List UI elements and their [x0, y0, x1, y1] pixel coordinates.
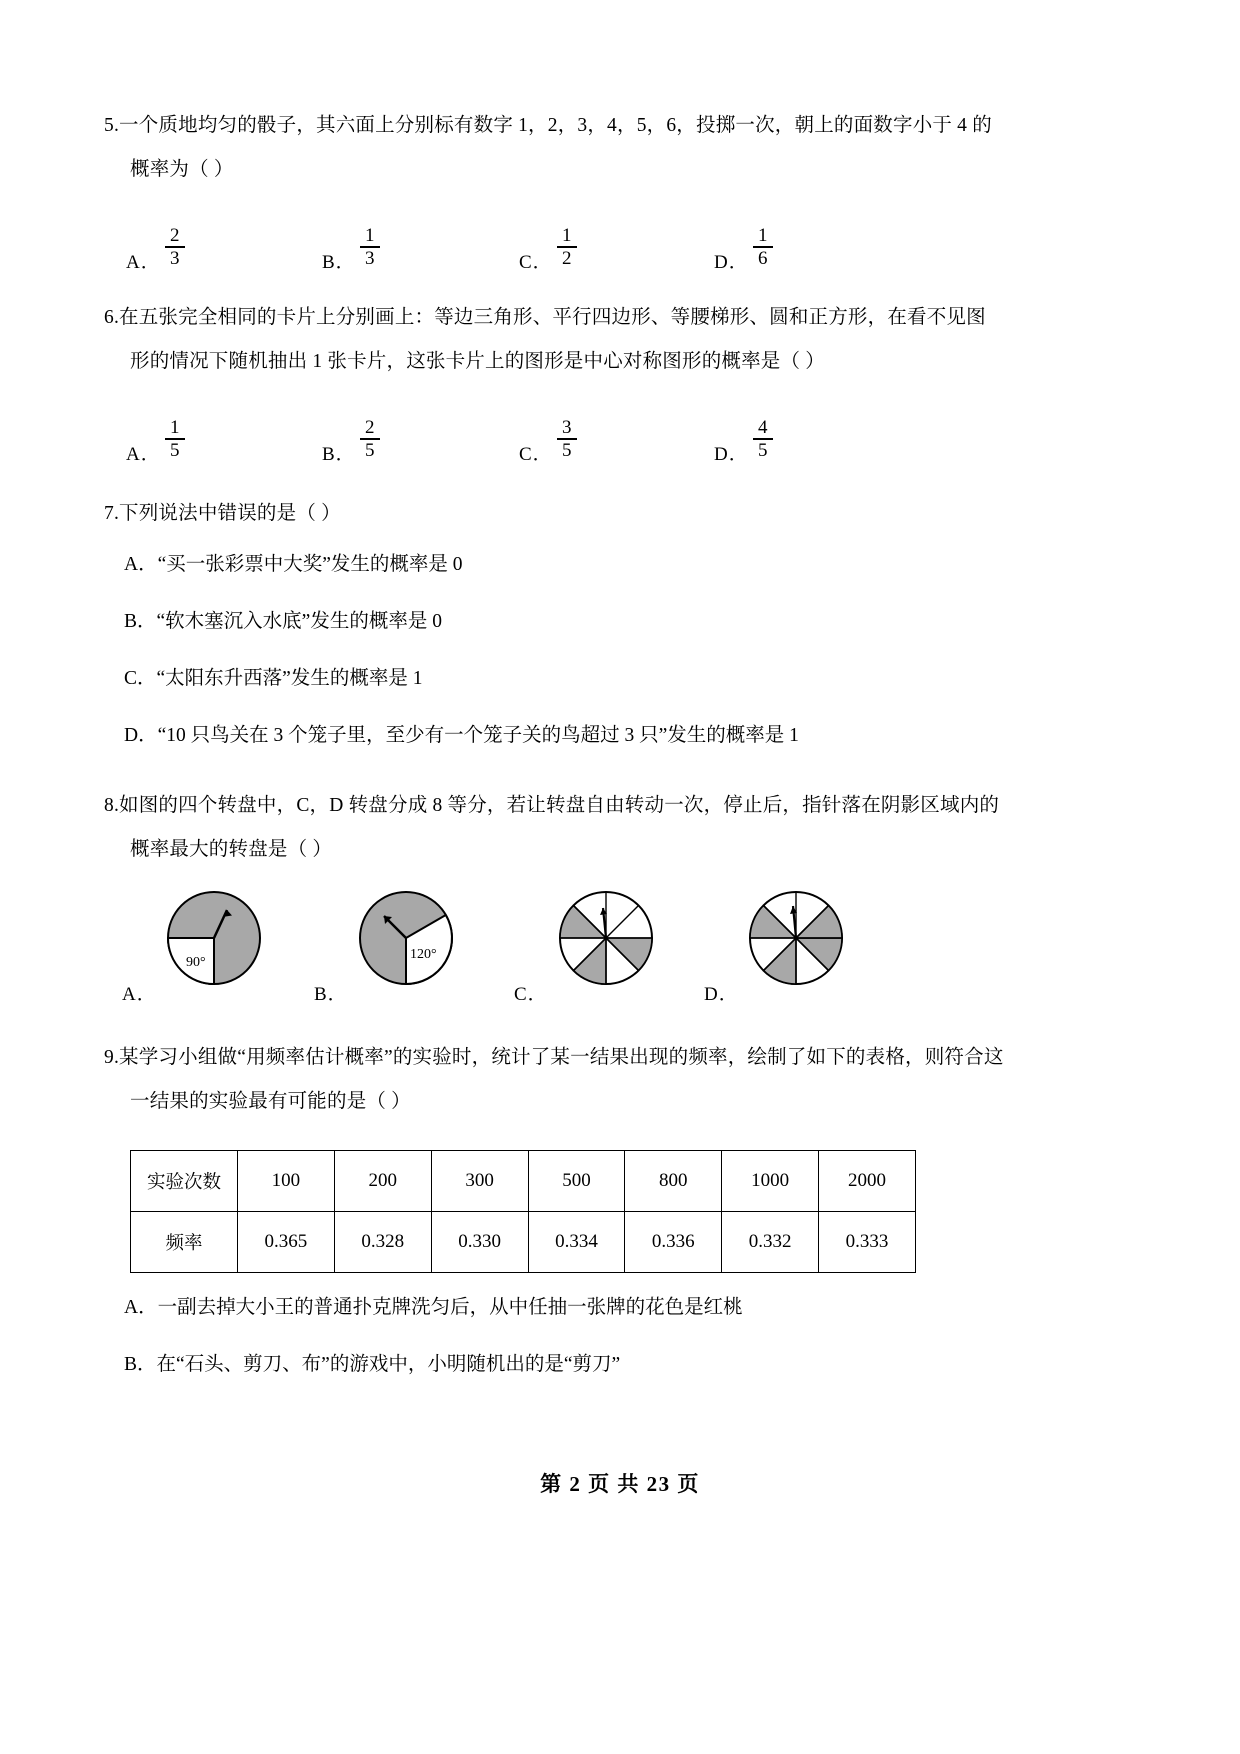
spinner-90-degree-icon: [164, 888, 264, 988]
fraction-numerator: 1: [364, 225, 375, 247]
option-label: C．: [519, 252, 553, 273]
question-6-line-2: 形的情况下随机抽出 1 张卡片，这张卡片上的图形是中心对称图形的概率是（ ）: [130, 351, 825, 372]
question-8-spinner-d[interactable]: [704, 888, 854, 1006]
fraction: [360, 226, 380, 268]
trials-cell-6: 1000: [722, 1151, 819, 1212]
question-5-option-c[interactable]: [519, 225, 577, 276]
question-6: [104, 296, 1140, 468]
question-7-line-1: 7.下列说法中错误的是（ ）: [104, 503, 341, 524]
trials-cell-7: 2000: [819, 1151, 916, 1212]
frequency-cell-5: 0.336: [625, 1212, 722, 1273]
question-8-spinner-a[interactable]: [122, 888, 272, 1006]
fraction-numerator: 1: [757, 225, 768, 247]
question-8-spinners: [104, 886, 1140, 1006]
option-label: B．: [322, 444, 356, 465]
frequency-cell-2: 0.328: [334, 1212, 431, 1273]
question-5-option-b[interactable]: [322, 225, 380, 276]
question-9-choice-a[interactable]: A．一副去掉大小王的普通扑克牌洗匀后，从中任抽一张牌的花色是红桃: [124, 1297, 743, 1318]
frequency-cell-3: 0.330: [431, 1212, 528, 1273]
question-9-line-2: 一结果的实验最有可能的是（ ）: [130, 1091, 411, 1112]
fraction-denominator: 5: [561, 440, 572, 461]
fraction-denominator: 3: [169, 248, 180, 269]
question-7-choice-a[interactable]: A．“买一张彩票中大奖”发生的概率是 0: [124, 554, 463, 575]
spinner-label: B．: [314, 984, 348, 1005]
question-5: [104, 104, 1140, 276]
svg-text:90°: 90°: [186, 955, 206, 970]
question-7-choice-c[interactable]: C．“太阳东升西落”发生的概率是 1: [124, 668, 423, 689]
spinner-eight-sector-d-icon: [746, 888, 846, 988]
question-7: [104, 492, 1140, 764]
question-8: [104, 784, 1140, 1006]
option-label: D．: [714, 252, 749, 273]
question-5-line-1: 5.一个质地均匀的骰子，其六面上分别标有数字 1，2，3，4，5，6，投掷一次，朝上的面数字小于 4 的: [104, 115, 992, 136]
question-7-choice-d[interactable]: D．“10 只鸟关在 3 个笼子里，至少有一个笼子关的鸟超过 3 只”发生的概率是 1: [124, 725, 799, 746]
spinner-label: A．: [122, 984, 157, 1005]
option-label: A．: [126, 252, 161, 273]
question-8-line-2: 概率最大的转盘是（ ）: [130, 839, 333, 860]
fraction-numerator: 1: [561, 225, 572, 247]
option-label: A．: [126, 444, 161, 465]
question-8-spinner-c[interactable]: [514, 888, 664, 1006]
question-6-line-1: 6.在五张完全相同的卡片上分别画上：等边三角形、平行四边形、等腰梯形、圆和正方形，在看不见图: [104, 307, 986, 328]
fraction-denominator: 3: [364, 248, 375, 269]
question-9-choice-b[interactable]: B．在“石头、剪刀、布”的游戏中，小明随机出的是“剪刀”: [124, 1354, 621, 1375]
fraction-numerator: 3: [561, 417, 572, 439]
frequency-table: [130, 1150, 916, 1273]
spinner-120-degree-icon: [356, 888, 456, 988]
spinner-eight-sector-c-icon: [556, 888, 656, 988]
question-5-option-d[interactable]: [714, 225, 773, 276]
frequency-cell-1: 0.365: [238, 1212, 335, 1273]
page-content: [104, 104, 1140, 1393]
fraction-denominator: 5: [169, 440, 180, 461]
trials-cell-1: 100: [238, 1151, 335, 1212]
fraction: [753, 226, 773, 268]
question-8-line-1: 8.如图的四个转盘中，C，D 转盘分成 8 等分，若让转盘自由转动一次，停止后，指针落在阴影区域内的: [104, 795, 1000, 816]
fraction: [165, 226, 185, 268]
question-5-line-2: 概率为（ ）: [130, 159, 234, 180]
page-footer: 第 2 页 共 23 页: [540, 1472, 700, 1496]
trials-cell-5: 800: [625, 1151, 722, 1212]
fraction-denominator: 5: [364, 440, 375, 461]
question-8-spinner-b[interactable]: [314, 888, 464, 1006]
fraction: [360, 418, 380, 460]
fraction-denominator: 2: [561, 248, 572, 269]
question-7-choice-b[interactable]: B．“软木塞沉入水底”发生的概率是 0: [124, 611, 442, 632]
table-row-trials: [131, 1151, 916, 1212]
row-header-frequency: 频率: [131, 1212, 238, 1273]
frequency-cell-6: 0.332: [722, 1212, 819, 1273]
fraction-denominator: 5: [757, 440, 768, 461]
option-label: C．: [519, 444, 553, 465]
row-header-trials: 实验次数: [131, 1151, 238, 1212]
table-row-frequencies: [131, 1212, 916, 1273]
option-label: B．: [322, 252, 356, 273]
fraction: [165, 418, 185, 460]
frequency-cell-4: 0.334: [528, 1212, 625, 1273]
fraction-numerator: 1: [169, 417, 180, 439]
option-label: D．: [714, 444, 749, 465]
trials-cell-2: 200: [334, 1151, 431, 1212]
frequency-table-wrapper: [130, 1150, 1140, 1273]
svg-text:120°: 120°: [410, 947, 437, 962]
question-6-option-d[interactable]: [714, 417, 773, 468]
spinner-label: C．: [514, 984, 548, 1005]
spinner-label: D．: [704, 984, 739, 1005]
question-6-options: [104, 394, 1140, 468]
question-9: [104, 1036, 1140, 1393]
trials-cell-4: 500: [528, 1151, 625, 1212]
question-5-options: [104, 202, 1140, 276]
question-6-option-a[interactable]: [126, 417, 185, 468]
fraction: [557, 418, 577, 460]
fraction: [557, 226, 577, 268]
frequency-cell-7: 0.333: [819, 1212, 916, 1273]
question-6-option-c[interactable]: [519, 417, 577, 468]
fraction-denominator: 6: [757, 248, 768, 269]
fraction-numerator: 2: [364, 417, 375, 439]
question-9-line-1: 9.某学习小组做“用频率估计概率”的实验时，统计了某一结果出现的频率，绘制了如下的表格，则符合这: [104, 1047, 1004, 1068]
question-5-option-a[interactable]: [126, 225, 185, 276]
trials-cell-3: 300: [431, 1151, 528, 1212]
question-6-option-b[interactable]: [322, 417, 380, 468]
fraction: [753, 418, 773, 460]
fraction-numerator: 2: [169, 225, 180, 247]
fraction-numerator: 4: [757, 417, 768, 439]
